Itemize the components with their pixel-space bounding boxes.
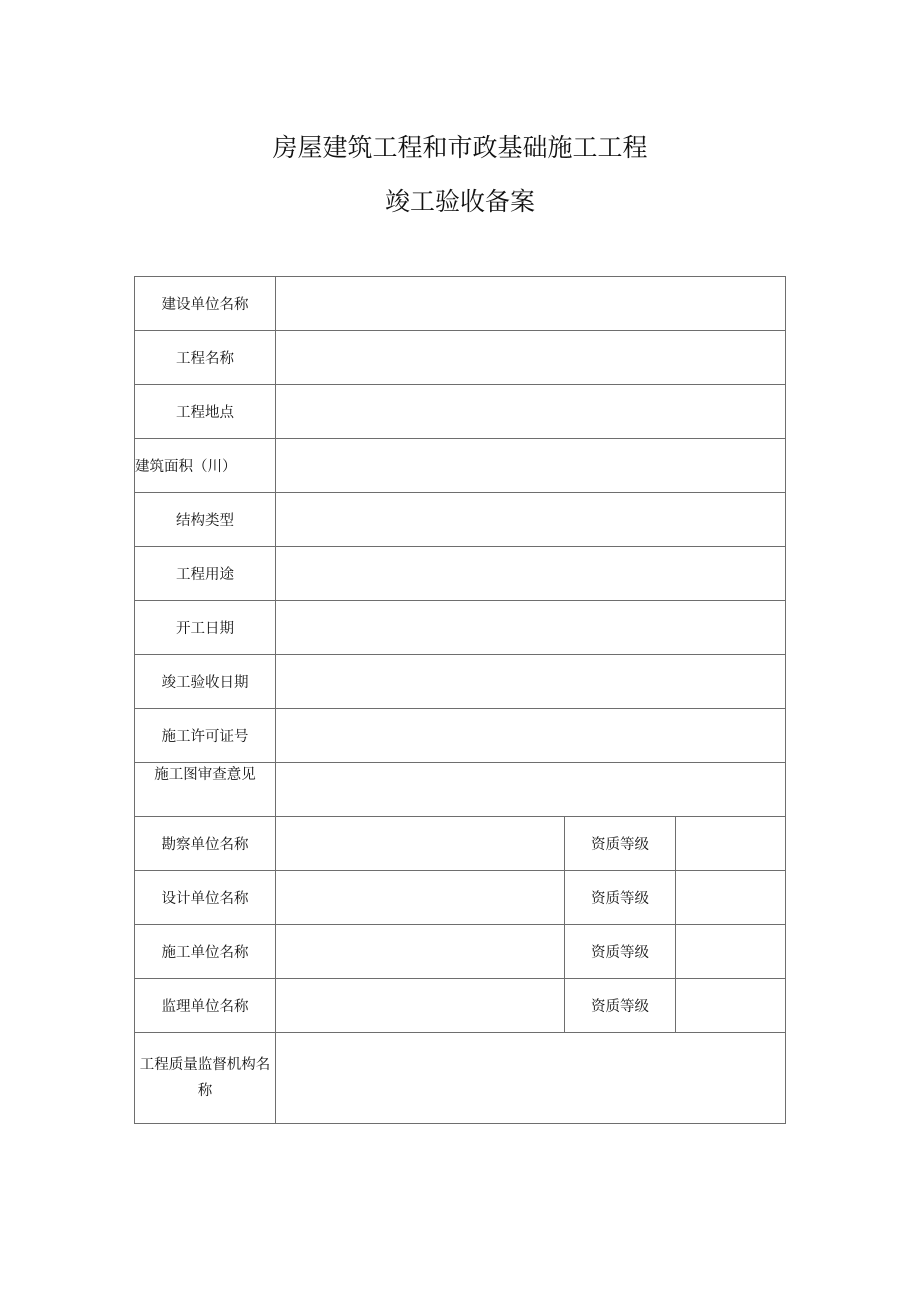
row-label: 施工单位名称 bbox=[135, 925, 276, 979]
row-label: 工程名称 bbox=[135, 331, 276, 385]
qualification-label: 资质等级 bbox=[565, 871, 676, 925]
unit-row bbox=[135, 925, 786, 979]
acceptance-date-field[interactable] bbox=[276, 655, 786, 709]
row-label: 施工许可证号 bbox=[135, 709, 276, 763]
row-label: 开工日期 bbox=[135, 601, 276, 655]
permit-number-field[interactable] bbox=[276, 709, 786, 763]
form-row bbox=[135, 547, 786, 601]
start-date-field[interactable] bbox=[276, 601, 786, 655]
qualification-label: 资质等级 bbox=[565, 979, 676, 1033]
supervision-qualification-field[interactable] bbox=[676, 979, 786, 1033]
form-row bbox=[135, 655, 786, 709]
contractor-qualification-field[interactable] bbox=[676, 925, 786, 979]
form-row bbox=[135, 601, 786, 655]
construction-unit-field[interactable] bbox=[276, 277, 786, 331]
document-title: 房屋建筑工程和市政基础施工工程 bbox=[272, 133, 648, 162]
qualification-label: 资质等级 bbox=[565, 925, 676, 979]
form-row bbox=[135, 1033, 786, 1124]
survey-unit-field[interactable] bbox=[276, 817, 565, 871]
row-label: 工程质量监督机构名称 bbox=[135, 1033, 276, 1124]
form-row bbox=[135, 493, 786, 547]
project-use-field[interactable] bbox=[276, 547, 786, 601]
building-area-field[interactable] bbox=[276, 439, 786, 493]
unit-row bbox=[135, 871, 786, 925]
quality-supervision-agency-field[interactable] bbox=[276, 1033, 786, 1124]
row-label: 竣工验收日期 bbox=[135, 655, 276, 709]
row-label: 结构类型 bbox=[135, 493, 276, 547]
filing-form-table bbox=[134, 276, 786, 1124]
unit-row bbox=[135, 817, 786, 871]
row-label: 工程地点 bbox=[135, 385, 276, 439]
form-row bbox=[135, 277, 786, 331]
project-location-field[interactable] bbox=[276, 385, 786, 439]
row-label: 勘察单位名称 bbox=[135, 817, 276, 871]
document-subtitle: 竣工验收备案 bbox=[384, 187, 535, 216]
supervision-unit-field[interactable] bbox=[276, 979, 565, 1033]
project-name-field[interactable] bbox=[276, 331, 786, 385]
structure-type-field[interactable] bbox=[276, 493, 786, 547]
form-row bbox=[135, 385, 786, 439]
unit-row bbox=[135, 979, 786, 1033]
row-label: 建设单位名称 bbox=[135, 277, 276, 331]
form-row bbox=[135, 331, 786, 385]
row-label: 施工图审查意见 bbox=[135, 763, 276, 817]
qualification-label: 资质等级 bbox=[565, 817, 676, 871]
form-row bbox=[135, 763, 786, 817]
row-label: 设计单位名称 bbox=[135, 871, 276, 925]
survey-qualification-field[interactable] bbox=[676, 817, 786, 871]
design-unit-field[interactable] bbox=[276, 871, 565, 925]
form-row bbox=[135, 439, 786, 493]
design-qualification-field[interactable] bbox=[676, 871, 786, 925]
row-label: 建筑面积（川） bbox=[135, 439, 276, 493]
drawing-review-field[interactable] bbox=[276, 763, 786, 817]
construction-contractor-field[interactable] bbox=[276, 925, 565, 979]
row-label: 监理单位名称 bbox=[135, 979, 276, 1033]
form-row bbox=[135, 709, 786, 763]
row-label: 工程用途 bbox=[135, 547, 276, 601]
